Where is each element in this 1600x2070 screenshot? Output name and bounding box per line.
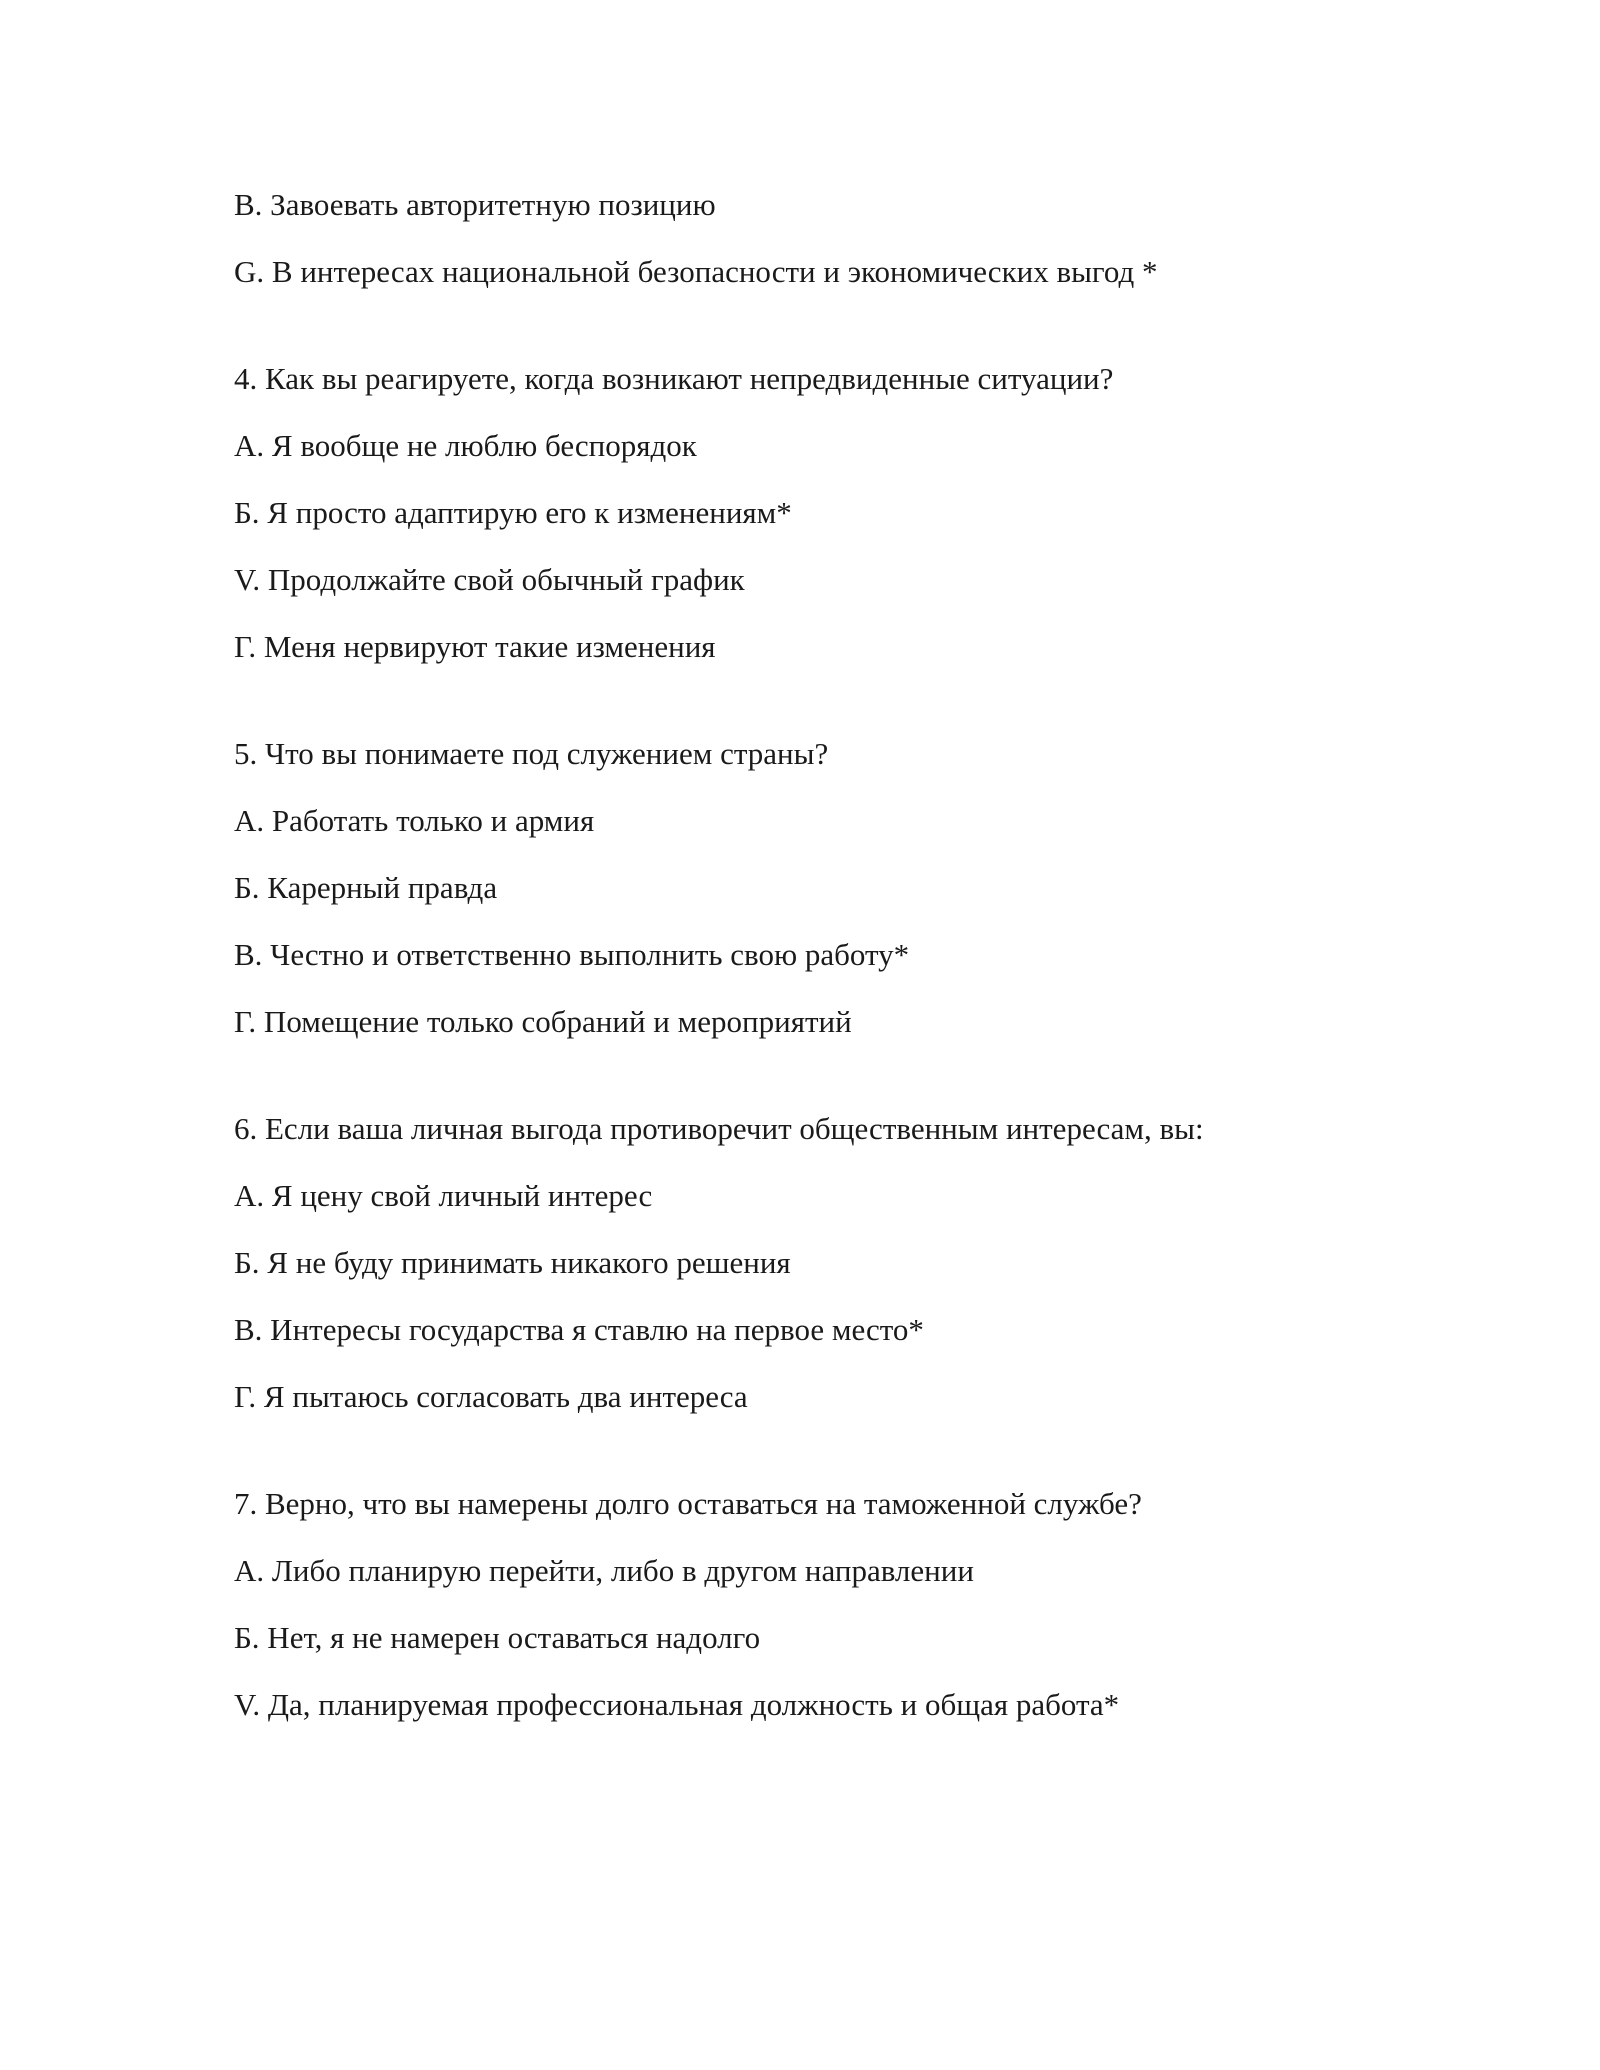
question-3-options-continued	[234, 185, 1414, 292]
answer-option: А. Я вообще не люблю беспорядок	[234, 428, 697, 463]
question-text: 5. Что вы понимаете под служением страны?	[234, 736, 829, 771]
answer-option: Б. Я не буду принимать никакого решения	[234, 1245, 791, 1280]
answer-option: Г. Помещение только собраний и мероприятий	[234, 1004, 852, 1039]
answer-option: В. Честно и ответственно выполнить свою работу*	[234, 937, 910, 972]
question-text: 6. Если ваша личная выгода противоречит общественным интересам, вы:	[234, 1111, 1204, 1146]
answer-option: B. Завоевать авторитетную позицию	[234, 187, 716, 222]
answer-option: В. Интересы государства я ставлю на первое место*	[234, 1312, 924, 1347]
answer-option: А. Я цену свой личный интерес	[234, 1178, 653, 1213]
answer-option: А. Работать только и армия	[234, 803, 595, 838]
question-6	[234, 1109, 1414, 1417]
answer-option: Б. Нет, я не намерен оставаться надолго	[234, 1620, 761, 1655]
question-5	[234, 734, 1414, 1042]
question-4	[234, 359, 1414, 667]
document-body	[234, 185, 1414, 1752]
answer-option: V. Продолжайте свой обычный график	[234, 562, 745, 597]
answer-option: Г. Меня нервируют такие изменения	[234, 629, 716, 664]
question-text: 7. Верно, что вы намерены долго оставаться на таможенной службе?	[234, 1486, 1142, 1521]
question-7	[234, 1484, 1414, 1725]
answer-option: А. Либо планирую перейти, либо в другом направлении	[234, 1553, 974, 1588]
answer-option: Б. Карерный правда	[234, 870, 498, 905]
answer-option: G. В интересах национальной безопасности и экономических выгод *	[234, 254, 1158, 289]
answer-option: Г. Я пытаюсь согласовать два интереса	[234, 1379, 748, 1414]
question-text: 4. Как вы реагируете, когда возникают непредвиденные ситуации?	[234, 361, 1114, 396]
answer-option: V. Да, планируемая профессиональная должность и общая работа*	[234, 1687, 1120, 1722]
answer-option: Б. Я просто адаптирую его к изменениям*	[234, 495, 792, 530]
